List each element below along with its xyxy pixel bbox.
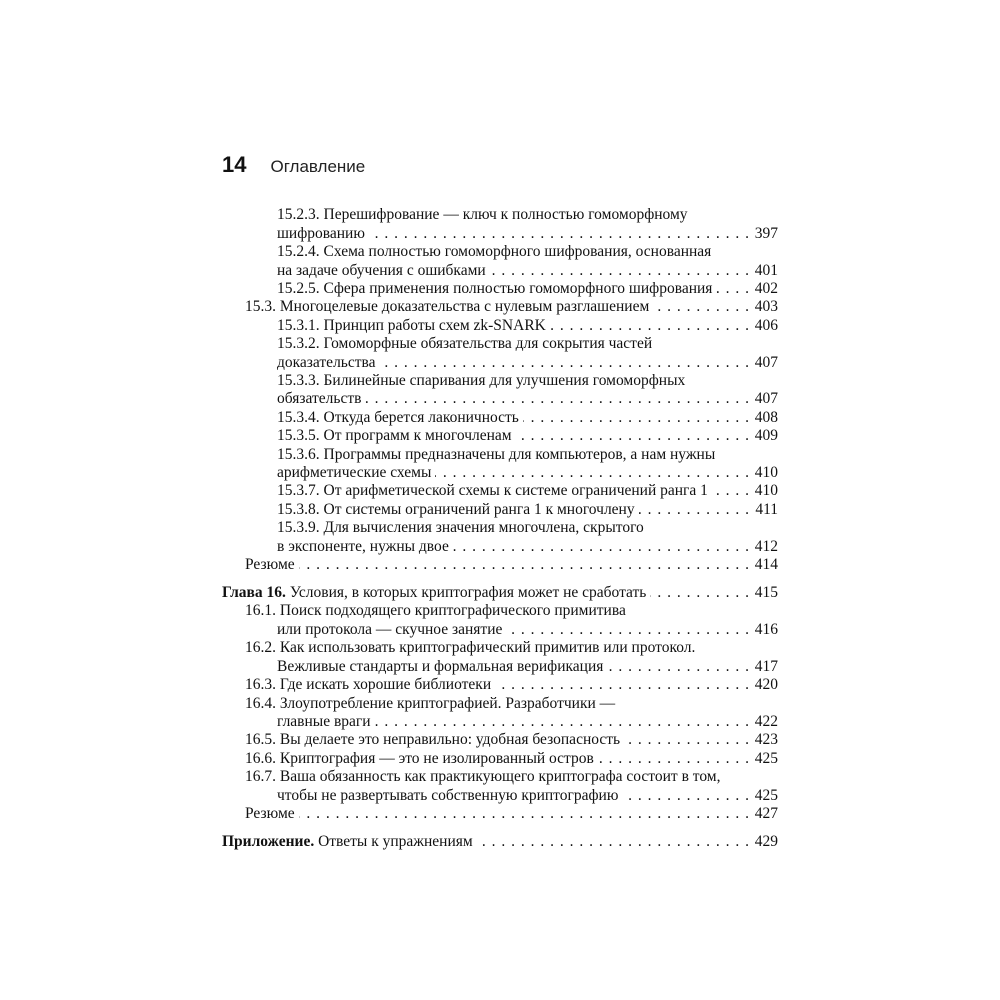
toc-title: 15.3.9. Для вычисления значения многочлена, скрытого [277, 519, 644, 536]
toc-entry-text [245, 602, 626, 619]
toc-title: 16.1. Поиск подходящего криптографического примитива [245, 602, 626, 619]
toc-title: 15.2.4. Схема полностью гомоморфного шифрования, основанная [277, 243, 712, 260]
toc-entry [277, 620, 778, 639]
dot-leader [653, 297, 750, 316]
toc-entry-text [277, 353, 376, 372]
toc-title: чтобы не развертывать собственную криптографию [277, 787, 619, 804]
toc-title: 15.3.8. От системы ограничений ранга 1 к многочлену [277, 501, 635, 518]
dot-leader [495, 675, 750, 694]
toc-entry [277, 657, 778, 676]
toc-entry-text [245, 555, 295, 574]
toc-entry [277, 500, 778, 519]
toc-title: 15.3. Многоцелевые доказательства с нулевым разглашением [245, 298, 650, 315]
toc-entry [245, 638, 695, 657]
toc-entry [277, 353, 778, 372]
toc-entry [277, 205, 688, 224]
toc-page-number: 423 [754, 731, 778, 748]
toc-entry [277, 518, 644, 537]
toc-title: главные враги [277, 713, 371, 730]
toc-title: на задаче обучения с ошибками [277, 262, 486, 279]
toc-page-number: 415 [754, 584, 778, 601]
toc-entry [222, 832, 778, 851]
toc-page-number: 412 [754, 538, 778, 555]
toc-page-number: 427 [754, 805, 778, 822]
toc-title: 15.3.3. Билинейные спаривания для улучшения гомоморфных [277, 372, 686, 389]
toc-entry-text [222, 832, 473, 851]
toc-title: 15.3.1. Принцип работы схем zk-SNARK [277, 317, 546, 334]
toc-entry-text [277, 500, 635, 519]
toc-entry [222, 583, 778, 602]
toc-title: 16.4. Злоупотребление криптографией. Разработчики — [245, 695, 616, 712]
toc-entry-text [245, 768, 720, 785]
toc-entry [277, 261, 778, 280]
toc-entry-text [277, 389, 361, 408]
toc-entry-text [277, 657, 603, 676]
toc-title: Резюме [245, 805, 295, 822]
toc-title: 15.3.6. Программы предназначены для компьютеров, а нам нужны [277, 446, 716, 463]
dot-leader [299, 555, 750, 574]
toc-entry-text [245, 730, 620, 749]
toc-page-number: 411 [755, 501, 778, 518]
toc-entry [277, 224, 778, 243]
dot-leader [523, 408, 750, 427]
toc-page-number: 397 [754, 225, 778, 242]
dot-leader [624, 730, 750, 749]
toc-page-number: 414 [754, 556, 778, 573]
toc-title: 16.5. Вы делаете это неправильно: удобная безопасность [245, 731, 621, 748]
dot-leader [639, 500, 750, 519]
dot-leader [453, 537, 750, 556]
toc-entry [277, 445, 715, 464]
toc-entry-text [245, 675, 491, 694]
toc-entry-text [222, 583, 646, 602]
toc-entry-text [277, 206, 688, 223]
toc-entry-text [277, 243, 711, 260]
toc-title: шифрованию [277, 225, 365, 242]
toc-page-number: 402 [754, 280, 778, 297]
dot-leader [550, 316, 750, 335]
toc-entry-text [245, 804, 295, 823]
dot-leader [622, 786, 750, 805]
toc-entry-text [245, 749, 594, 768]
toc-entry-text [277, 426, 512, 445]
toc-entry-text [277, 537, 449, 556]
toc-title: доказательства [277, 354, 376, 371]
toc-page-number: 425 [754, 750, 778, 767]
toc-entry [245, 749, 778, 768]
toc-title: арифметические схемы [277, 464, 432, 481]
toc-entry [245, 555, 778, 574]
dot-leader [369, 224, 750, 243]
toc-entry-text [277, 446, 715, 463]
dot-leader [477, 832, 750, 851]
toc-page-number: 407 [754, 354, 778, 371]
toc-title: Вежливые стандарты и формальная верификация [277, 658, 604, 675]
toc-entry [245, 675, 778, 694]
toc-title: Ответы к упражнениям [314, 833, 473, 850]
toc-page-number: 401 [754, 262, 778, 279]
toc-chapter-label: Глава 16. [222, 584, 286, 601]
toc-entry-text [277, 224, 365, 243]
toc-page-number: 417 [754, 658, 778, 675]
toc-title: 15.3.7. От арифметической схемы к системе ограничений ранга 1 [277, 482, 708, 499]
toc-title: Резюме [245, 556, 295, 573]
toc-page-number: 422 [754, 713, 778, 730]
toc-title: 16.2. Как использовать криптографический примитив или протокол. [245, 639, 696, 656]
toc-title: 15.3.2. Гомоморфные обязательства для сокрытия частей [277, 335, 653, 352]
toc-title: 15.2.3. Перешифрование — ключ к полностью гомоморфному [277, 206, 688, 223]
toc-page-number: 408 [754, 409, 778, 426]
toc-entry-text [277, 519, 644, 536]
toc-entry [277, 712, 778, 731]
toc-entry [277, 408, 778, 427]
toc-page-number: 416 [754, 621, 778, 638]
toc-title: 15.3.5. От программ к многочленам [277, 427, 512, 444]
toc-entry [245, 694, 615, 713]
dot-leader [490, 261, 750, 280]
toc-page-number: 425 [754, 787, 778, 804]
toc-entry [245, 601, 626, 620]
toc-page-number: 409 [754, 427, 778, 444]
toc-entry [245, 297, 778, 316]
toc-title: в экспоненте, нужны двое [277, 538, 449, 555]
toc-title: 15.3.4. Откуда берется лаконичность [277, 409, 519, 426]
toc-entry-text [245, 639, 695, 656]
dot-leader [506, 620, 750, 639]
dot-leader [299, 804, 750, 823]
toc-entry [245, 730, 778, 749]
dot-leader [375, 712, 750, 731]
toc-entry-text [277, 712, 371, 731]
toc-title: Условия, в которых криптография может не сработать [285, 584, 647, 601]
toc-title: или протокола — скучное занятие [277, 621, 503, 638]
running-header [222, 152, 365, 182]
toc-page-number: 410 [754, 464, 778, 481]
toc-entry [277, 371, 685, 390]
toc-entry [277, 786, 778, 805]
toc-entry [277, 426, 778, 445]
dot-leader [598, 749, 750, 768]
toc-entry [245, 804, 778, 823]
dot-leader [650, 583, 750, 602]
dot-leader [380, 353, 750, 372]
dot-leader [435, 463, 750, 482]
toc-entry-text [277, 408, 519, 427]
toc-entry-text [277, 316, 546, 335]
toc-entry-text [277, 279, 712, 298]
toc-entry [277, 389, 778, 408]
toc-page-number: 407 [754, 390, 778, 407]
toc-entry [277, 242, 711, 261]
toc-page-number: 403 [754, 298, 778, 315]
dot-leader [712, 481, 750, 500]
running-title: Оглавление [270, 157, 366, 176]
toc-title: обязательств [277, 390, 362, 407]
toc-entry-text [277, 463, 431, 482]
toc-entry-text [277, 335, 652, 352]
toc-page-number: 420 [754, 676, 778, 693]
toc-page-number: 406 [754, 317, 778, 334]
toc-entry-text [277, 481, 708, 500]
toc-entry-text [277, 261, 486, 280]
toc-entry-text [277, 620, 502, 639]
toc-entry [245, 767, 720, 786]
toc-entry [277, 279, 778, 298]
dot-leader [365, 389, 750, 408]
toc-title: 16.3. Где искать хорошие библиотеки [245, 676, 492, 693]
toc-entry-text [245, 297, 649, 316]
toc-chapter-label: Приложение. [222, 833, 315, 850]
dot-leader [607, 657, 750, 676]
toc-entry-text [277, 372, 685, 389]
toc-title: 15.2.5. Сфера применения полностью гомоморфного шифрования [277, 280, 713, 297]
toc-entry [277, 463, 778, 482]
toc-entry [277, 316, 778, 335]
toc-entry-text [277, 786, 618, 805]
toc-entry [277, 334, 652, 353]
toc-entry-text [245, 695, 615, 712]
dot-leader [716, 279, 750, 298]
toc-title: 16.6. Криптография — это не изолированный остров [245, 750, 594, 767]
toc-page-number: 429 [754, 833, 778, 850]
toc-page-number: 410 [754, 482, 778, 499]
page-number: 14 [222, 152, 247, 177]
toc-entry [277, 537, 778, 556]
dot-leader [516, 426, 750, 445]
toc-entry [277, 481, 778, 500]
toc-title: 16.7. Ваша обязанность как практикующего криптографа состоит в том, [245, 768, 721, 785]
